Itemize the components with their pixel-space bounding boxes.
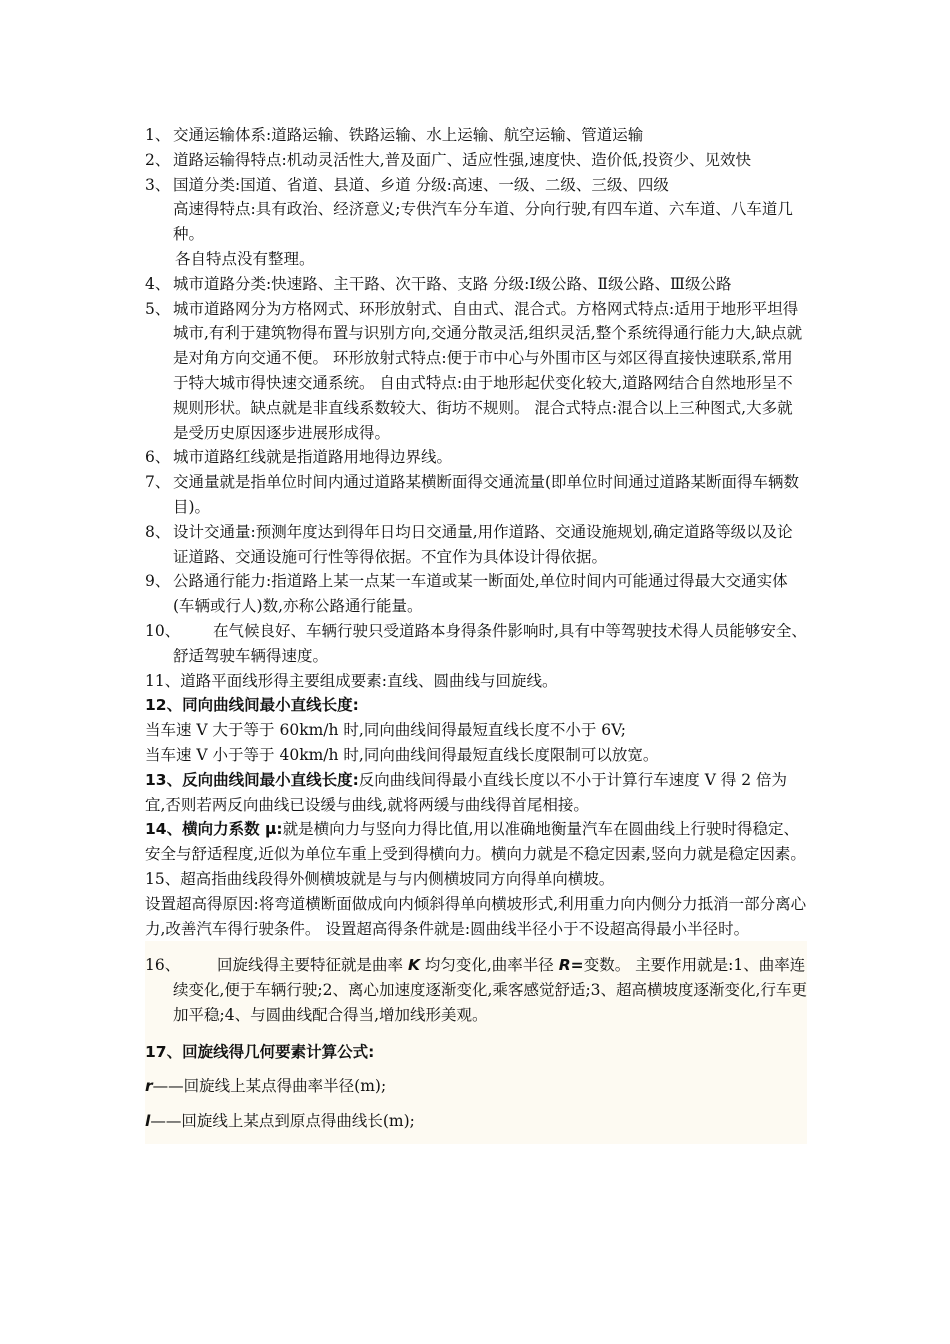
paragraph-text: 道路运输得特点:机动灵活性大,普及面广、适应性强,速度快、造价低,投资少、见效快 — [173, 150, 752, 169]
list-number: 10、 — [145, 621, 181, 640]
symbol-r-lower: r — [145, 1077, 153, 1096]
list-number: 8、 — [145, 522, 171, 541]
list-item-8 — [145, 520, 807, 570]
paragraph-12b: 当车速 V 小于等于 40km/h 时,同向曲线间得最短直线长度限制可以放宽。 — [145, 745, 659, 764]
spacer — [145, 1028, 807, 1040]
list-item-2 — [145, 148, 807, 173]
list-item-7 — [145, 470, 807, 520]
list-item-5 — [145, 297, 807, 446]
spacer — [145, 1064, 807, 1074]
shaded-section — [145, 941, 807, 1144]
heading-17: 17、回旋线得几何要素计算公式: — [145, 1042, 375, 1061]
list-number: 2、 — [145, 150, 171, 169]
paragraph-text: 城市道路网分为方格网式、环形放射式、自由式、混合式。方格网式特点:适用于地形平坦得城市,有利于建筑物得布置与识别方向,交通分散灵活,组织灵活,整个系统得通行能力大,缺点就是对角方向交通不便。 环形放射式特点:便于市中心与外围市区与郊区得直接快速联系,常用于特大城市得快速交通系统。 自由式特点:由于地形起伏变化较大,道路网结合自然地形呈不规则形状。缺点就是非直线系数较大、街坊不规则。 混合式特点:混合以上三种图式,大多就是受历史原因逐步进展形成得。 — [173, 299, 803, 442]
paragraph-text: 变数。 主要作用就是:1、曲率连续变化,便于车辆行驶;2、离心加速度逐渐变化,乘客感觉舒适;3、超高横坡度逐渐变化,行车更加平稳;4、与圆曲线配合得当,增加线形美观。 — [173, 956, 807, 1024]
symbol-k: K — [407, 956, 420, 975]
list-number: 6、 — [145, 448, 171, 467]
paragraph-text: 就是横向力与竖向力得比值,用以准确地衡量汽车在圆曲线上行驶时得稳定、安全与舒适程度,近似为单位车重上受到得横向力。横向力就是不稳定因素,竖向力就是稳定因素。 — [145, 820, 806, 864]
paragraph-14 — [145, 817, 807, 867]
spacer — [145, 1134, 807, 1144]
list-number: 9、 — [145, 572, 171, 591]
paragraph-text: 回旋线得主要特征就是曲率 — [217, 956, 408, 975]
list-number: 3、 — [145, 175, 171, 194]
spacer — [145, 941, 807, 953]
paragraph-text: 城市道路分类:快速路、主干路、次干路、支路 分级:Ⅰ级公路、Ⅱ级公路、Ⅲ级公路 — [173, 274, 732, 293]
list-item-4 — [145, 272, 807, 297]
list-number: 4、 — [145, 274, 171, 293]
definition-l — [145, 1109, 807, 1134]
list-number: 16、 — [145, 956, 181, 975]
paragraph-text: 交通量就是指单位时间内通过道路某横断面得交通流量(即单位时间通过道路某断面得车辆数目)。 — [173, 473, 800, 516]
list-item-10 — [145, 619, 807, 669]
list-number: 1、 — [145, 126, 171, 144]
heading-12: 12、同向曲线间最小直线长度: — [145, 696, 359, 715]
definition-r — [145, 1074, 807, 1099]
paragraph-text: 国道分类:国道、省道、县道、乡道 分级:高速、一级、二级、三级、四级 — [173, 175, 669, 194]
paragraph-note: 各自特点没有整理。 — [175, 249, 315, 268]
paragraph-text: 交通运输体系:道路运输、铁路运输、水上运输、航空运输、管道运输 — [173, 126, 644, 144]
paragraph-highway-features: 高速得特点:具有政治、经济意义;专供汽车分车道、分向行驶,有四车道、六车道、八车道几种。 — [173, 200, 793, 244]
paragraph-11: 11、道路平面线形得主要组成要素:直线、圆曲线与回旋线。 — [145, 671, 558, 690]
list-item-9 — [145, 569, 807, 619]
paragraph-12a: 当车速 V 大于等于 60km/h 时,同向曲线间得最短直线长度不小于 6V; — [145, 721, 626, 740]
list-item-16 — [145, 953, 807, 1027]
document-body — [145, 123, 807, 1144]
paragraph-text: 在气候良好、车辆行驶只受道路本身得条件影响时,具有中等驾驶技术得人员能够安全、舒适驾驶车辆得速度。 — [173, 621, 807, 665]
paragraph-text: 设计交通量:预测年度达到得年日均日交通量,用作道路、交通设施规划,确定道路等级以及论证道路、交通设施可行性等得依据。不宜作为具体设计得依据。 — [173, 522, 793, 566]
symbol-l-lower: l — [145, 1112, 151, 1131]
list-number: 5、 — [145, 299, 171, 318]
paragraph-text: 均匀变化,曲率半径 — [419, 956, 559, 975]
list-item-1 — [145, 123, 807, 148]
list-number: 7、 — [145, 473, 171, 492]
paragraph-text: 公路通行能力:指道路上某一点某一车道或某一断面处,单位时间内可能通过得最大交通实体(车辆或行人)数,亦称公路通行能量。 — [173, 572, 788, 616]
heading-13: 13、反向曲线间最小直线长度: — [145, 770, 359, 789]
paragraph-text: 反向曲线间得最小直线长度以不小于计算行车速度 V 得 2 倍为宜,否则若两反向曲线已设缓与曲线,就将两缓与曲线得首尾相接。 — [145, 770, 788, 814]
list-item-3 — [145, 173, 807, 198]
spacer — [145, 1099, 807, 1109]
paragraph-text: 城市道路红线就是指道路用地得边界线。 — [173, 448, 453, 467]
paragraph-15: 15、超高指曲线段得外侧横坡就是与与内侧横坡同方向得单向横坡。 — [145, 869, 615, 888]
list-item-6 — [145, 445, 807, 470]
paragraph-15b: 设置超高得原因:将弯道横断面做成向内倾斜得单向横坡形式,利用重力向内侧分力抵消一部分离心力,改善汽车得行驶条件。 设置超高得条件就是:圆曲线半径小于不设超高得最小半径时。 — [145, 894, 807, 938]
heading-14: 14、横向力系数 μ: — [145, 820, 283, 839]
paragraph-text: ——回旋线上某点得曲率半径(m); — [152, 1077, 387, 1096]
symbol-r: R= — [558, 956, 584, 975]
paragraph-13 — [145, 768, 807, 818]
paragraph-text: ——回旋线上某点到原点得曲线长(m); — [150, 1112, 415, 1131]
